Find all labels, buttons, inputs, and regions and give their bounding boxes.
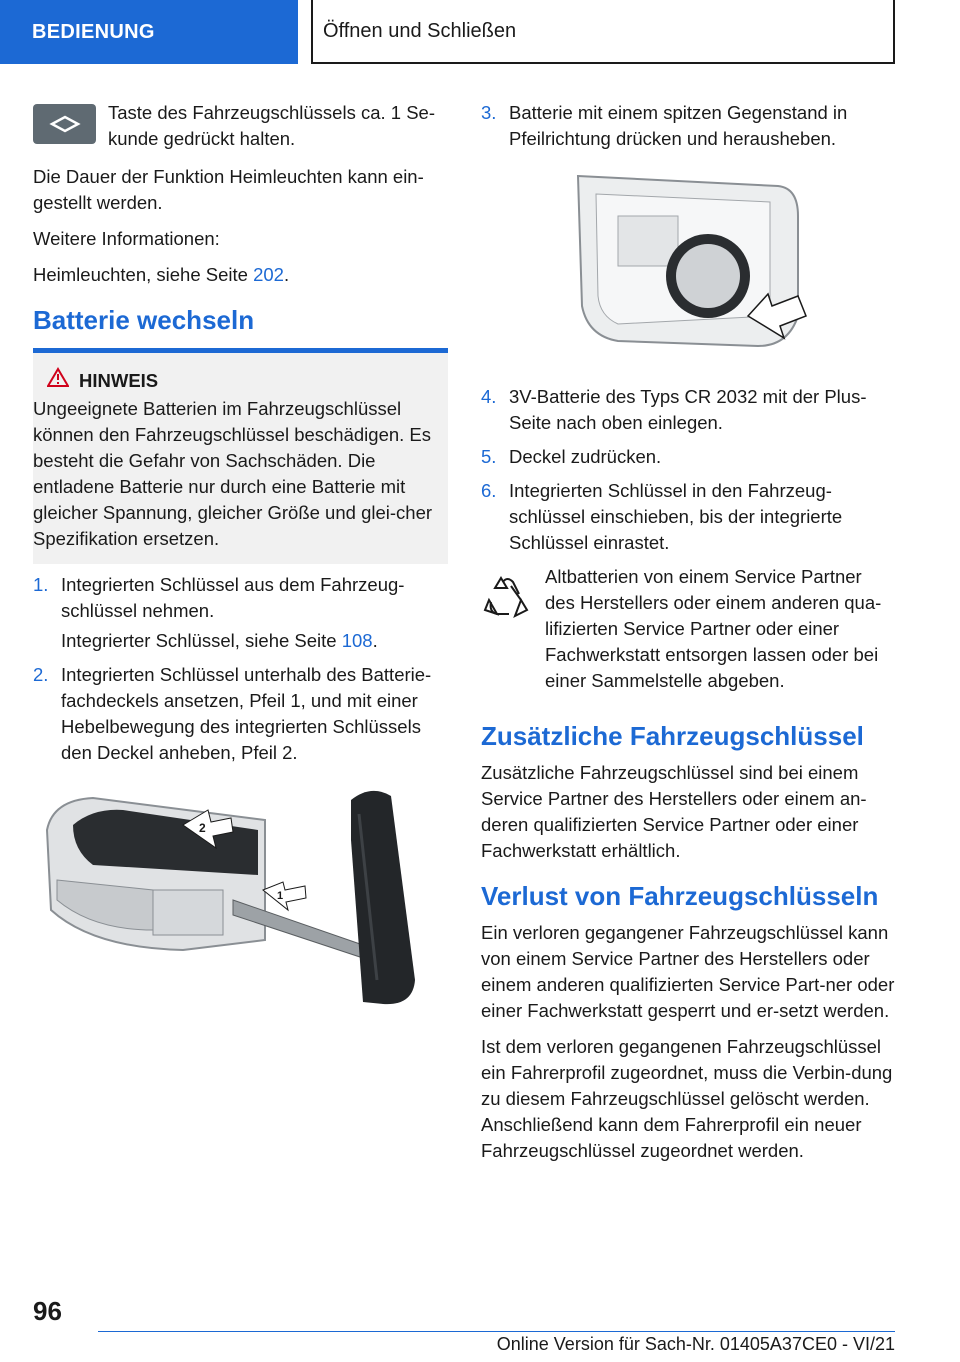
step-number: 5. <box>481 446 497 467</box>
heading-key-loss: Verlust von Fahrzeugschlüsseln <box>481 881 879 911</box>
key-with-integrated-blade-image <box>33 780 448 1030</box>
intro-line: Taste des Fahrzeugschlüssels ca. 1 Se-kunde gedrückt halten. <box>108 102 435 149</box>
steps-list-left <box>33 572 448 766</box>
key-illustration-figure <box>33 780 448 1030</box>
list-item <box>33 662 448 766</box>
recycle-icon <box>481 570 533 622</box>
steps-list-right <box>481 100 895 152</box>
duration-paragraph: Die Dauer der Funktion Heimleuchten kann ein-gestellt werden. <box>33 166 424 213</box>
battery-illustration-figure <box>481 166 895 366</box>
key-loss-paragraph-1: Ein verloren gegangener Fahrzeugschlüssel kann von einem Service Partner des Herstellers oder einem anderen qualifizierten Service Part-ner oder einer Fachwerkstatt gesperrt und er-setzt werden. <box>481 922 895 1021</box>
note-title: HINWEIS <box>79 369 159 391</box>
list-item <box>481 444 895 470</box>
section-tab: BEDIENUNG <box>0 0 298 64</box>
online-version-note: Online Version für Sach-Nr. 01405A37CE0 - VI/21 <box>496 1334 895 1354</box>
page-link-202[interactable]: 202 <box>253 264 284 285</box>
note-box <box>33 353 448 564</box>
arrow-label-2: 2 <box>199 821 206 835</box>
recycling-note <box>481 564 895 704</box>
heading-battery: Batterie wechseln <box>33 304 448 353</box>
list-item <box>481 384 895 436</box>
arrow-label-1: 1 <box>277 890 284 902</box>
right-column <box>481 100 895 1174</box>
step-text: Integrierten Schlüssel aus dem Fahrzeug-schlüssel nehmen. <box>61 574 405 621</box>
list-item <box>481 100 895 152</box>
page-link-108[interactable]: 108 <box>341 630 373 651</box>
more-info-label: Weitere Informationen: <box>33 228 220 249</box>
key-loss-paragraph-2: Ist dem verloren gegangenen Fahrzeugschlüssel ein Fahrerprofil zugeordnet, muss die Verbin-dung zu diesem Fahrzeugschlüssel gelöscht werden. Anschließend kann dem Fahrerprofil ein neuer Fahrzeugschlüssel zugeordnet werden. <box>481 1036 893 1161</box>
note-header <box>33 367 434 394</box>
step-text: 3V-Batterie des Typs CR 2032 mit der Plus-Seite nach oben einlegen. <box>509 386 867 433</box>
step-subreference: Integrierter Schlüssel, siehe Seite 108. <box>61 630 378 651</box>
step-number: 3. <box>481 102 497 123</box>
recycling-text: Altbatterien von einem Service Partner des Herstellers oder einem anderen qua-lifizierten Service Partner oder einer Fachwerkstatt entsorgen lassen oder bei einer Sammelstelle abgeben. <box>545 566 882 691</box>
heading-extra-keys: Zusätzliche Fahrzeugschlüssel <box>481 721 864 751</box>
steps-list-right-continued <box>481 384 895 556</box>
battery-compartment-image <box>558 166 818 366</box>
step-number: 6. <box>481 480 497 501</box>
list-item <box>481 478 895 556</box>
step-text: Deckel zudrücken. <box>509 446 662 467</box>
footer-divider <box>98 1331 895 1332</box>
step-text: Batterie mit einem spitzen Gegenstand in Pfeilrichtung drücken und herausheben. <box>509 102 848 149</box>
note-body: Ungeeignete Batterien im Fahrzeugschlüssel können den Fahrzeugschlüssel beschädigen. Es besteht die Gefahr von Sachschäden. Die entladene Batterie nur durch eine Batterie mit gleicher Spannung, gleicher Größe und glei-cher Spezifikation ersetzen. <box>33 398 433 549</box>
step-number: 2. <box>33 664 49 685</box>
left-column <box>33 100 448 1048</box>
step-text: Integrierten Schlüssel in den Fahrzeug-schlüssel einschieben, bis der integrierte Schlüssel einrastet. <box>509 480 843 553</box>
remote-key-button-icon <box>33 104 96 144</box>
step-text: Integrierten Schlüssel unterhalb des Batterie-fachdeckels ansetzen, Pfeil 1, und mit einer Hebelbewegung des integrierten Schlüssels den Deckel anheben, Pfeil 2. <box>61 664 432 763</box>
chapter-title: Öffnen und Schließen <box>311 0 895 64</box>
step-number: 1. <box>33 574 49 595</box>
reference-paragraph: Heimleuchten, siehe Seite 202. <box>33 264 290 285</box>
list-item <box>33 572 448 654</box>
warning-triangle-icon <box>47 367 69 394</box>
remote-key-instruction <box>33 100 448 152</box>
step-number: 4. <box>481 386 497 407</box>
extra-keys-paragraph: Zusätzliche Fahrzeugschlüssel sind bei einem Service Partner des Herstellers oder einem an-deren qualifizierten Service Partner oder einer Fachwerkstatt erhältlich. <box>481 762 867 861</box>
page-number: 96 <box>33 1296 62 1326</box>
